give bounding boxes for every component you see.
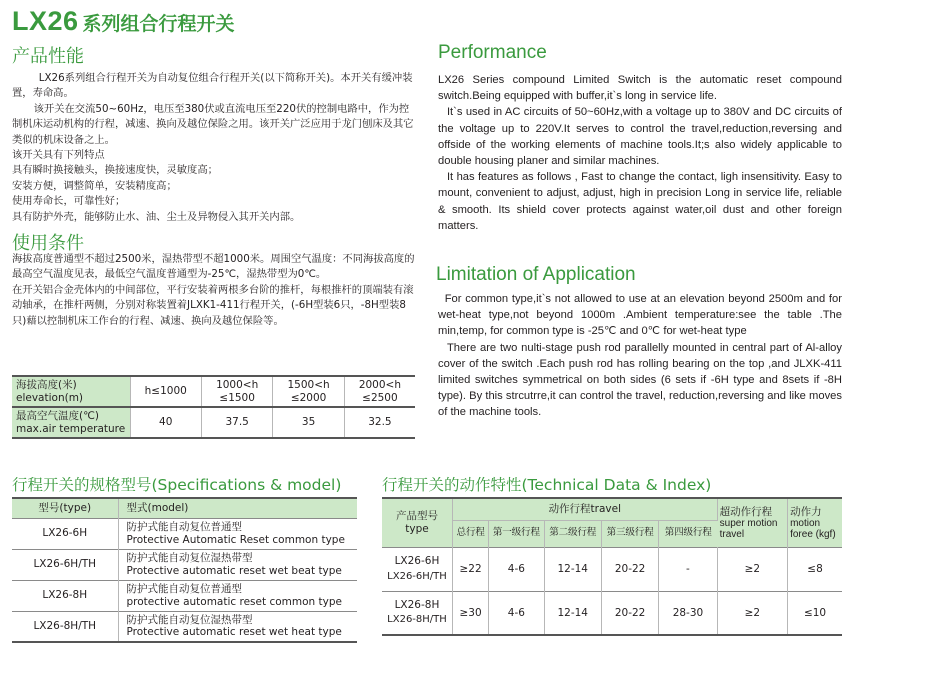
spec-model-en: Protective automatic reset wet beat type xyxy=(126,564,342,577)
spec-table xyxy=(12,497,357,643)
tech-col-model-cn: 产品型号 xyxy=(395,510,438,523)
tech-value: - xyxy=(659,547,717,591)
spec-type: LX26-6H xyxy=(12,518,118,549)
altitude-cell xyxy=(273,376,344,407)
tech-model xyxy=(382,591,452,635)
tech-table xyxy=(382,497,842,636)
product-code: LX26 xyxy=(12,6,79,36)
tech-value: 4-6 xyxy=(489,547,544,591)
tech-col-force-cn: 动作力 xyxy=(790,505,822,518)
spec-model-en: Protective automatic reset wet heat type xyxy=(126,626,342,639)
tech-value: 12-14 xyxy=(544,547,601,591)
performance-en-p3: It has features as follows , Fast to change the contact, ligh insensitivity. Easy to mount, convenient to adjust, adjust, high in precision Long in service life, reliable & smooth. Its shield cover protects against water,oil dust and other foreign matters. xyxy=(438,171,842,232)
spec-header-row xyxy=(12,498,357,518)
spec-heading: 行程开关的规格型号(Specifications & model) xyxy=(12,476,342,494)
conditions-text-cn xyxy=(12,252,416,329)
performance-text-en xyxy=(438,72,842,234)
spec-col-model: 型式(model) xyxy=(118,498,357,518)
altitude-range-line1: 1000<h xyxy=(216,379,259,391)
product-name: 系列组合行程开关 xyxy=(82,13,235,35)
tech-value: 28-30 xyxy=(659,591,717,635)
tech-super-value: ≥2 xyxy=(717,547,787,591)
tech-super-value: ≥2 xyxy=(717,591,787,635)
altitude-range-line2: ≤2500 xyxy=(362,391,398,404)
performance-cn-p6: 使用寿命长，可靠性好； xyxy=(12,195,126,208)
spec-model-cn: 防护式能自动复位湿热带型 xyxy=(126,552,253,564)
limitation-en-p2: There are two nulti-stage push rod parallelly mounted in central part of Al-alloy cover of the switch .Each push rod has rolling bearing on the top ,and JLXK-411 limited switches symmetrical on both sides (6 sets if -6H type and 8sets if -8H type). By this strcutrre,it can control the travel, reduction,reversing and like moves of the machine tools. xyxy=(438,341,842,419)
tech-col-force-en: motion foree (kgf) xyxy=(790,518,836,540)
spec-type: LX26-8H xyxy=(12,580,118,611)
tech-value: ≥22 xyxy=(452,547,488,591)
spec-model-cn: 防护式能自动复位湿热带型 xyxy=(126,613,253,626)
spec-model-cn: 防护式能自动复位普通型 xyxy=(126,521,242,533)
altitude-cell xyxy=(201,376,272,407)
tech-col-total: 总行程 xyxy=(452,520,488,547)
performance-cn-p7: 具有防护外壳，能够防止水、油、尘土及异物侵入其开关内部。 xyxy=(12,210,301,223)
tech-heading: 行程开关的动作特性(Technical Data & Index) xyxy=(382,476,712,494)
performance-en-p2: It`s used in AC circuits of 50~60Hz,with a voltage up to 380V and DC circuits of the voltage up to 220V.It serves to control the travel,reduction,reversing and offside of the working elements of machine tools.It;s also widely applicable to double housing planer and similar machines. xyxy=(438,106,842,168)
spec-model xyxy=(118,549,357,580)
table-row xyxy=(382,591,842,635)
tech-model-1: LX26-8H xyxy=(394,598,440,611)
altitude-row xyxy=(12,376,415,407)
performance-heading-cn: 产品性能 xyxy=(12,46,84,67)
tech-force-value: ≤10 xyxy=(788,591,842,635)
temperature-row xyxy=(12,407,415,438)
performance-cn-p5: 安装方便，调整简单，安装精度高； xyxy=(12,179,177,192)
tech-col-model xyxy=(382,498,452,547)
table-row xyxy=(12,611,357,642)
table-row xyxy=(12,580,357,611)
altitude-header xyxy=(12,376,130,407)
tech-value: 20-22 xyxy=(601,547,658,591)
spec-type: LX26-8H/TH xyxy=(12,611,118,642)
altitude-temperature-table xyxy=(12,375,415,439)
tech-col-stage4: 第四级行程 xyxy=(659,520,717,547)
tech-col-super-cn: 超动作行程 xyxy=(719,505,773,518)
temperature-cell: 32.5 xyxy=(368,416,392,429)
spec-model-en: protective automatic reset common type xyxy=(126,595,342,608)
temperature-header-cn: 最高空气温度(℃) xyxy=(16,410,99,422)
tech-col-stage3: 第三级行程 xyxy=(601,520,658,547)
tech-model-1: LX26-6H xyxy=(394,555,440,567)
performance-cn-p4: 具有瞬时换接触头，换接速度快，灵敏度高； xyxy=(12,164,218,177)
performance-cn-p2: 该开关在交流50~60Hz，电压至380伏或直流电压至220伏的控制电路中，作为控制机床运动机构的行程，减速、换向及越位保险之用。该开关广泛应用于龙门刨床及其它类似的机床设备之上。 xyxy=(12,102,414,146)
altitude-cell xyxy=(344,376,415,407)
tech-col-super-en: super motion travel xyxy=(719,518,778,540)
temperature-cell: 40 xyxy=(130,407,201,438)
spec-model-en: Protective Automatic Reset common type xyxy=(126,533,345,546)
limitation-text-en xyxy=(438,291,842,421)
spec-type: LX26-6H/TH xyxy=(12,549,118,580)
conditions-heading-cn: 使用条件 xyxy=(12,233,84,254)
temperature-cell: 37.5 xyxy=(201,407,272,438)
performance-cn-p1: LX26系列组合行程开关为自动复位组合行程开关(以下简称开关)。本开关有缓冲装置，寿命高。 xyxy=(12,72,413,100)
performance-cn-p3: 该开关具有下列特点 xyxy=(12,149,105,162)
tech-force-value: ≤8 xyxy=(788,547,842,591)
temperature-header-en: max.air temperature xyxy=(16,422,126,435)
limitation-en-p1: For common type,it`s not allowed to use at an elevation beyond 2500m and for wet-heat type,not beyond 1000m .Ambient temperature:see the table .The min,temp, for common type is -25℃ and 0℃ for wet-heat type xyxy=(438,293,842,338)
altitude-header-cn: 海拔高度(米) xyxy=(16,379,77,391)
spec-col-type: 型号(type) xyxy=(12,498,118,518)
page-title xyxy=(12,6,235,37)
conditions-cn-p1: 海拔高度普通型不超过2500米，湿热带型不超1000米。周围空气温度：不同海拔高度的最高空气温度见表，最低空气温度普通型为-25℃，湿热带型为0℃。 xyxy=(12,253,415,281)
table-row xyxy=(12,518,357,549)
temperature-header xyxy=(12,407,130,438)
tech-col-force xyxy=(788,498,842,547)
tech-col-super xyxy=(717,498,787,547)
performance-en-p1: LX26 Series compound Limited Switch is the automatic reset compound switch.Being equipped with buffer,it`s long in service life. xyxy=(438,74,842,103)
tech-model-2: LX26-8H/TH xyxy=(387,614,447,626)
tech-col-travel-group: 动作行程travel xyxy=(452,498,717,520)
temperature-cell: 35 xyxy=(273,407,344,438)
performance-text-cn xyxy=(12,71,416,225)
spec-model xyxy=(118,611,357,642)
tech-value: 4-6 xyxy=(489,591,544,635)
tech-value: ≥30 xyxy=(452,591,488,635)
altitude-range-line1: 1500<h xyxy=(287,379,330,391)
table-row xyxy=(382,547,842,591)
performance-heading-en: Performance xyxy=(438,42,547,63)
altitude-range-line1: 2000<h xyxy=(358,379,401,391)
altitude-header-en: elevation(m) xyxy=(16,391,84,404)
tech-col-model-en: type xyxy=(405,522,429,535)
altitude-range-line2: ≤2000 xyxy=(290,391,327,404)
tech-value: 20-22 xyxy=(601,591,658,635)
tech-col-stage1: 第一级行程 xyxy=(489,520,544,547)
tech-model-2: LX26-6H/TH xyxy=(387,570,447,582)
spec-model xyxy=(118,580,357,611)
spec-model xyxy=(118,518,357,549)
altitude-range-line1: h≤1000 xyxy=(144,385,187,398)
spec-model-cn: 防护式能自动复位普通型 xyxy=(126,583,242,595)
limitation-heading-en: Limitation of Application xyxy=(436,264,636,285)
tech-value: 12-14 xyxy=(544,591,601,635)
conditions-cn-p2: 在开关铝合金壳体内的中间部位，平行安装着两根多台阶的推杆，每根推杆的顶端装有滚动轴承，在推杆两侧，分别对称装置着JLXK1-411行程开关，(-6H型装6只，-8H型装8只)藉以控制机床工作台的行程、减速、换向及越位保险等。 xyxy=(12,283,414,327)
tech-model xyxy=(382,547,452,591)
altitude-cell xyxy=(130,376,201,407)
tech-header-row xyxy=(382,498,842,520)
altitude-range-line2: ≤1500 xyxy=(219,391,255,404)
tech-col-stage2: 第二级行程 xyxy=(544,520,601,547)
table-row xyxy=(12,549,357,580)
